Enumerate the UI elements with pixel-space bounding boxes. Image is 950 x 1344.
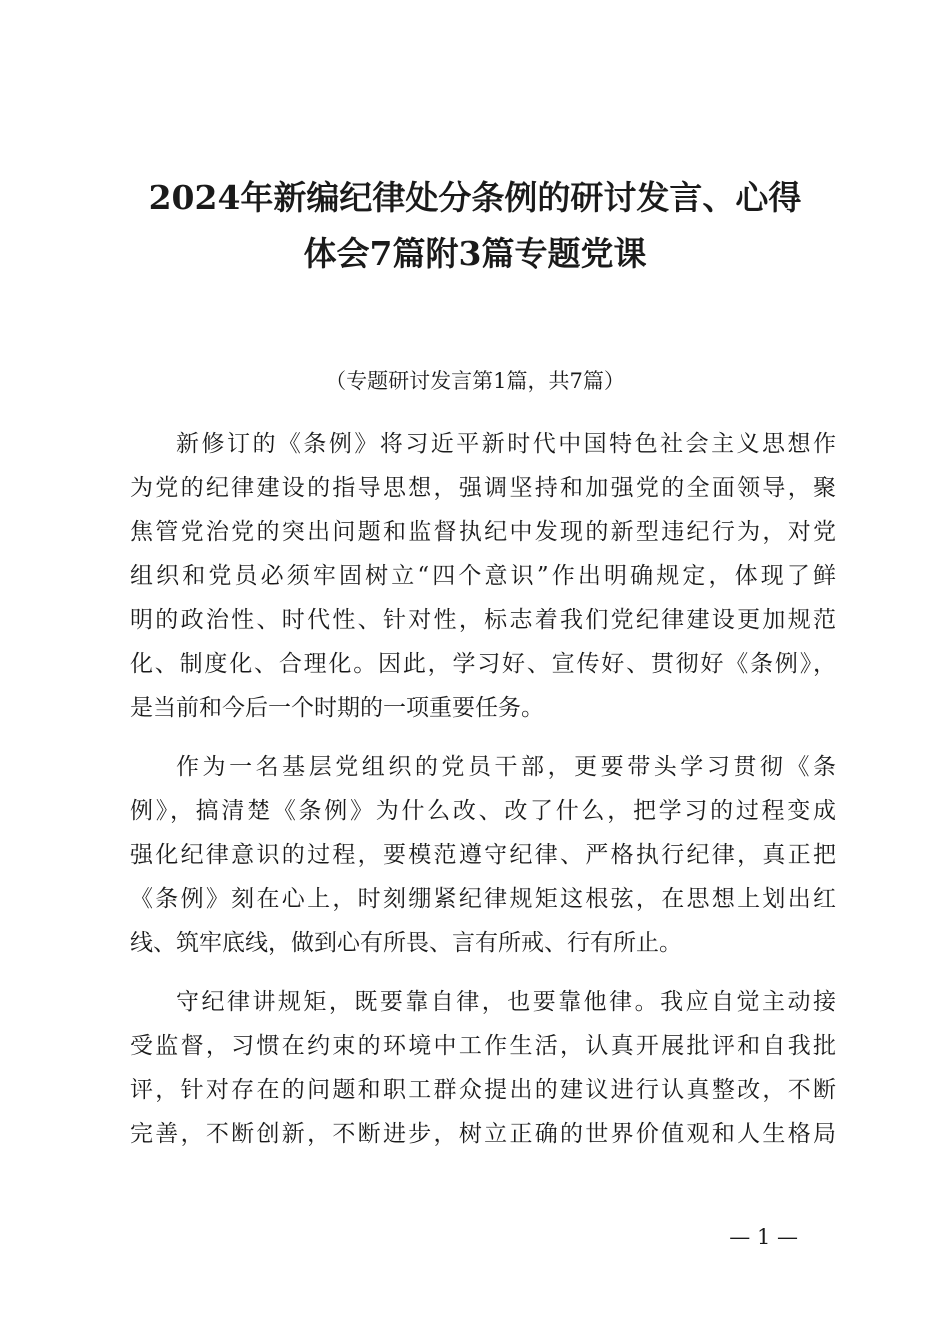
- paragraph-line: 化、制度化、合理化。因此，学习好、宣传好、贯彻好《条例》，: [130, 651, 836, 677]
- page-number: — 1 —: [729, 1225, 798, 1249]
- document-body: [130, 422, 836, 1171]
- paragraph-line: 组织和党员必须牢固树立“四个意识”作出明确规定，体现了鲜: [130, 563, 836, 589]
- paragraph-line: 是当前和今后一个时期的一项重要任务。: [130, 695, 544, 721]
- paragraph-line: 守纪律讲规矩，既要靠自律，也要靠他律。我应自觉主动接: [176, 989, 836, 1015]
- paragraph-line: 新修订的《条例》将习近平新时代中国特色社会主义思想作: [176, 431, 836, 457]
- paragraph-2: [130, 745, 836, 965]
- paragraph-line: 强化纪律意识的过程，要模范遵守纪律、严格执行纪律，真正把: [130, 842, 836, 868]
- paragraph-line: 焦管党治党的突出问题和监督执纪中发现的新型违纪行为，对党: [130, 519, 836, 545]
- paragraph-line: 例》，搞清楚《条例》为什么改、改了什么，把学习的过程变成: [130, 798, 836, 824]
- document-subtitle: （专题研讨发言第1篇，共7篇）: [325, 369, 625, 393]
- paragraph-line: 受监督，习惯在约束的环境中工作生活，认真开展批评和自我批: [130, 1033, 836, 1059]
- paragraph-line: 作为一名基层党组织的党员干部，更要带头学习贯彻《条: [176, 754, 836, 780]
- paragraph-line: 明的政治性、时代性、针对性，标志着我们党纪律建设更加规范: [130, 607, 836, 633]
- document-title: [130, 170, 820, 282]
- paragraph-line: 线、筑牢底线，做到心有所畏、言有所戒、行有所止。: [130, 930, 682, 956]
- paragraph-3: [130, 980, 836, 1156]
- paragraph-1: [130, 422, 836, 730]
- title-line-2: 体会7篇附3篇专题党课: [303, 234, 647, 273]
- paragraph-line: 为党的纪律建设的指导思想，强调坚持和加强党的全面领导，聚: [130, 475, 836, 501]
- paragraph-line: 评，针对存在的问题和职工群众提出的建议进行认真整改，不断: [130, 1077, 836, 1103]
- title-line-1: 2024年新编纪律处分条例的研讨发言、心得: [148, 178, 802, 217]
- paragraph-line: 完善，不断创新，不断进步，树立正确的世界价值观和人生格局: [130, 1121, 836, 1147]
- paragraph-line: 《条例》刻在心上，时刻绷紧纪律规矩这根弦，在思想上划出红: [130, 886, 836, 912]
